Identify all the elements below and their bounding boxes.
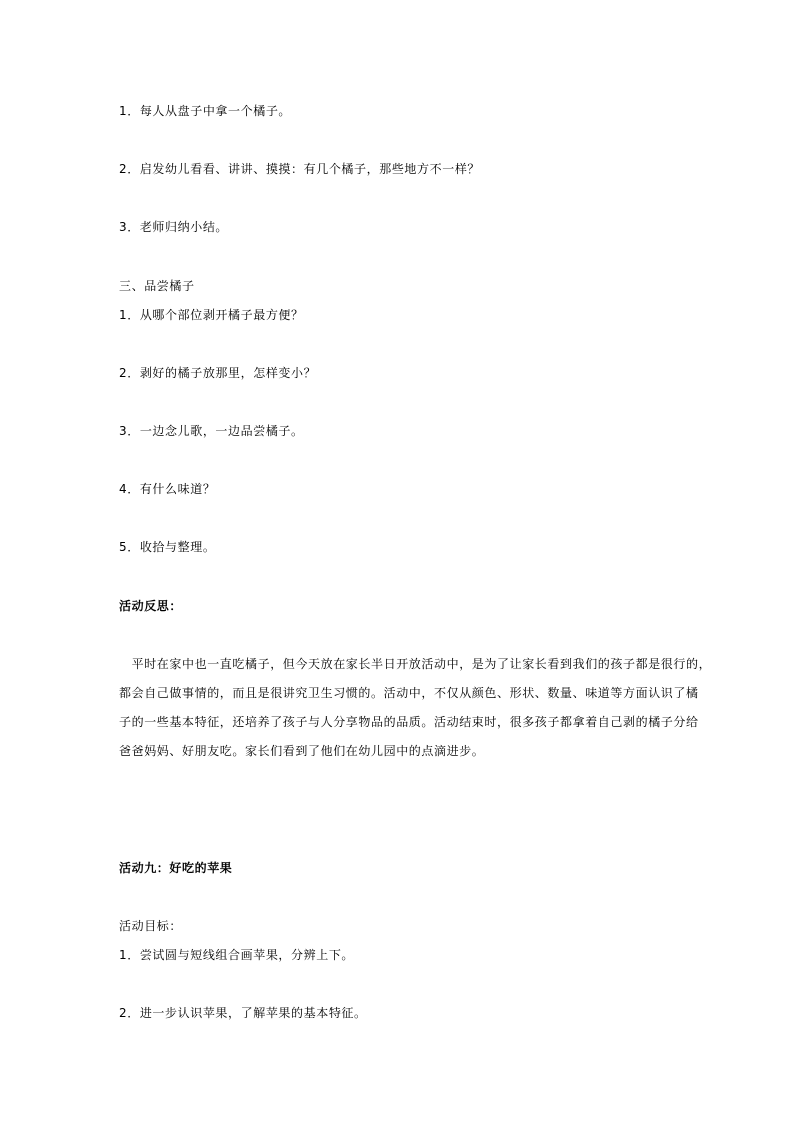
step-item: 5．收拾与整理。 bbox=[119, 540, 216, 554]
paragraph-line: 平时在家中也一直吃橘子，但今天放在家长半日开放活动中，是为了让家长看到我们的孩子都是很行的， bbox=[119, 657, 712, 671]
step-item: 1．从哪个部位剥开橘子最方便？ bbox=[119, 308, 304, 322]
step-item: 2．剥好的橘子放那里，怎样变小？ bbox=[119, 366, 317, 380]
step-item: 1．每人从盘子中拿一个橘子。 bbox=[119, 104, 292, 118]
paragraph-line: 都会自己做事情的，而且是很讲究卫生习惯的。活动中，不仅从颜色、形状、数量、味道等方面认识了橘 bbox=[119, 686, 699, 700]
goals-label: 活动目标： bbox=[119, 919, 183, 933]
goal-item: 2．进一步认识苹果，了解苹果的基本特征。 bbox=[119, 1006, 367, 1020]
paragraph-line: 子的一些基本特征，还培养了孩子与人分享物品的品质。活动结束时，很多孩子都拿着自己剥的橘子分给 bbox=[119, 715, 699, 729]
step-item: 2．启发幼儿看看、讲讲、摸摸：有几个橘子，那些地方不一样？ bbox=[119, 162, 481, 176]
step-item: 3．老师归纳小结。 bbox=[119, 220, 229, 234]
goal-item: 1．尝试圆与短线组合画苹果，分辨上下。 bbox=[119, 948, 355, 962]
activity-title: 活动九：好吃的苹果 bbox=[119, 861, 233, 875]
step-item: 4．有什么味道？ bbox=[119, 482, 216, 496]
paragraph-line: 爸爸妈妈、好朋友吃。家长们看到了他们在幼儿园中的点滴进步。 bbox=[119, 744, 485, 758]
step-item: 3．一边念儿歌，一边品尝橘子。 bbox=[119, 424, 304, 438]
reflection-heading: 活动反思： bbox=[119, 599, 183, 613]
reflection-paragraph bbox=[119, 650, 712, 766]
section-heading: 三、品尝橘子 bbox=[119, 279, 195, 293]
